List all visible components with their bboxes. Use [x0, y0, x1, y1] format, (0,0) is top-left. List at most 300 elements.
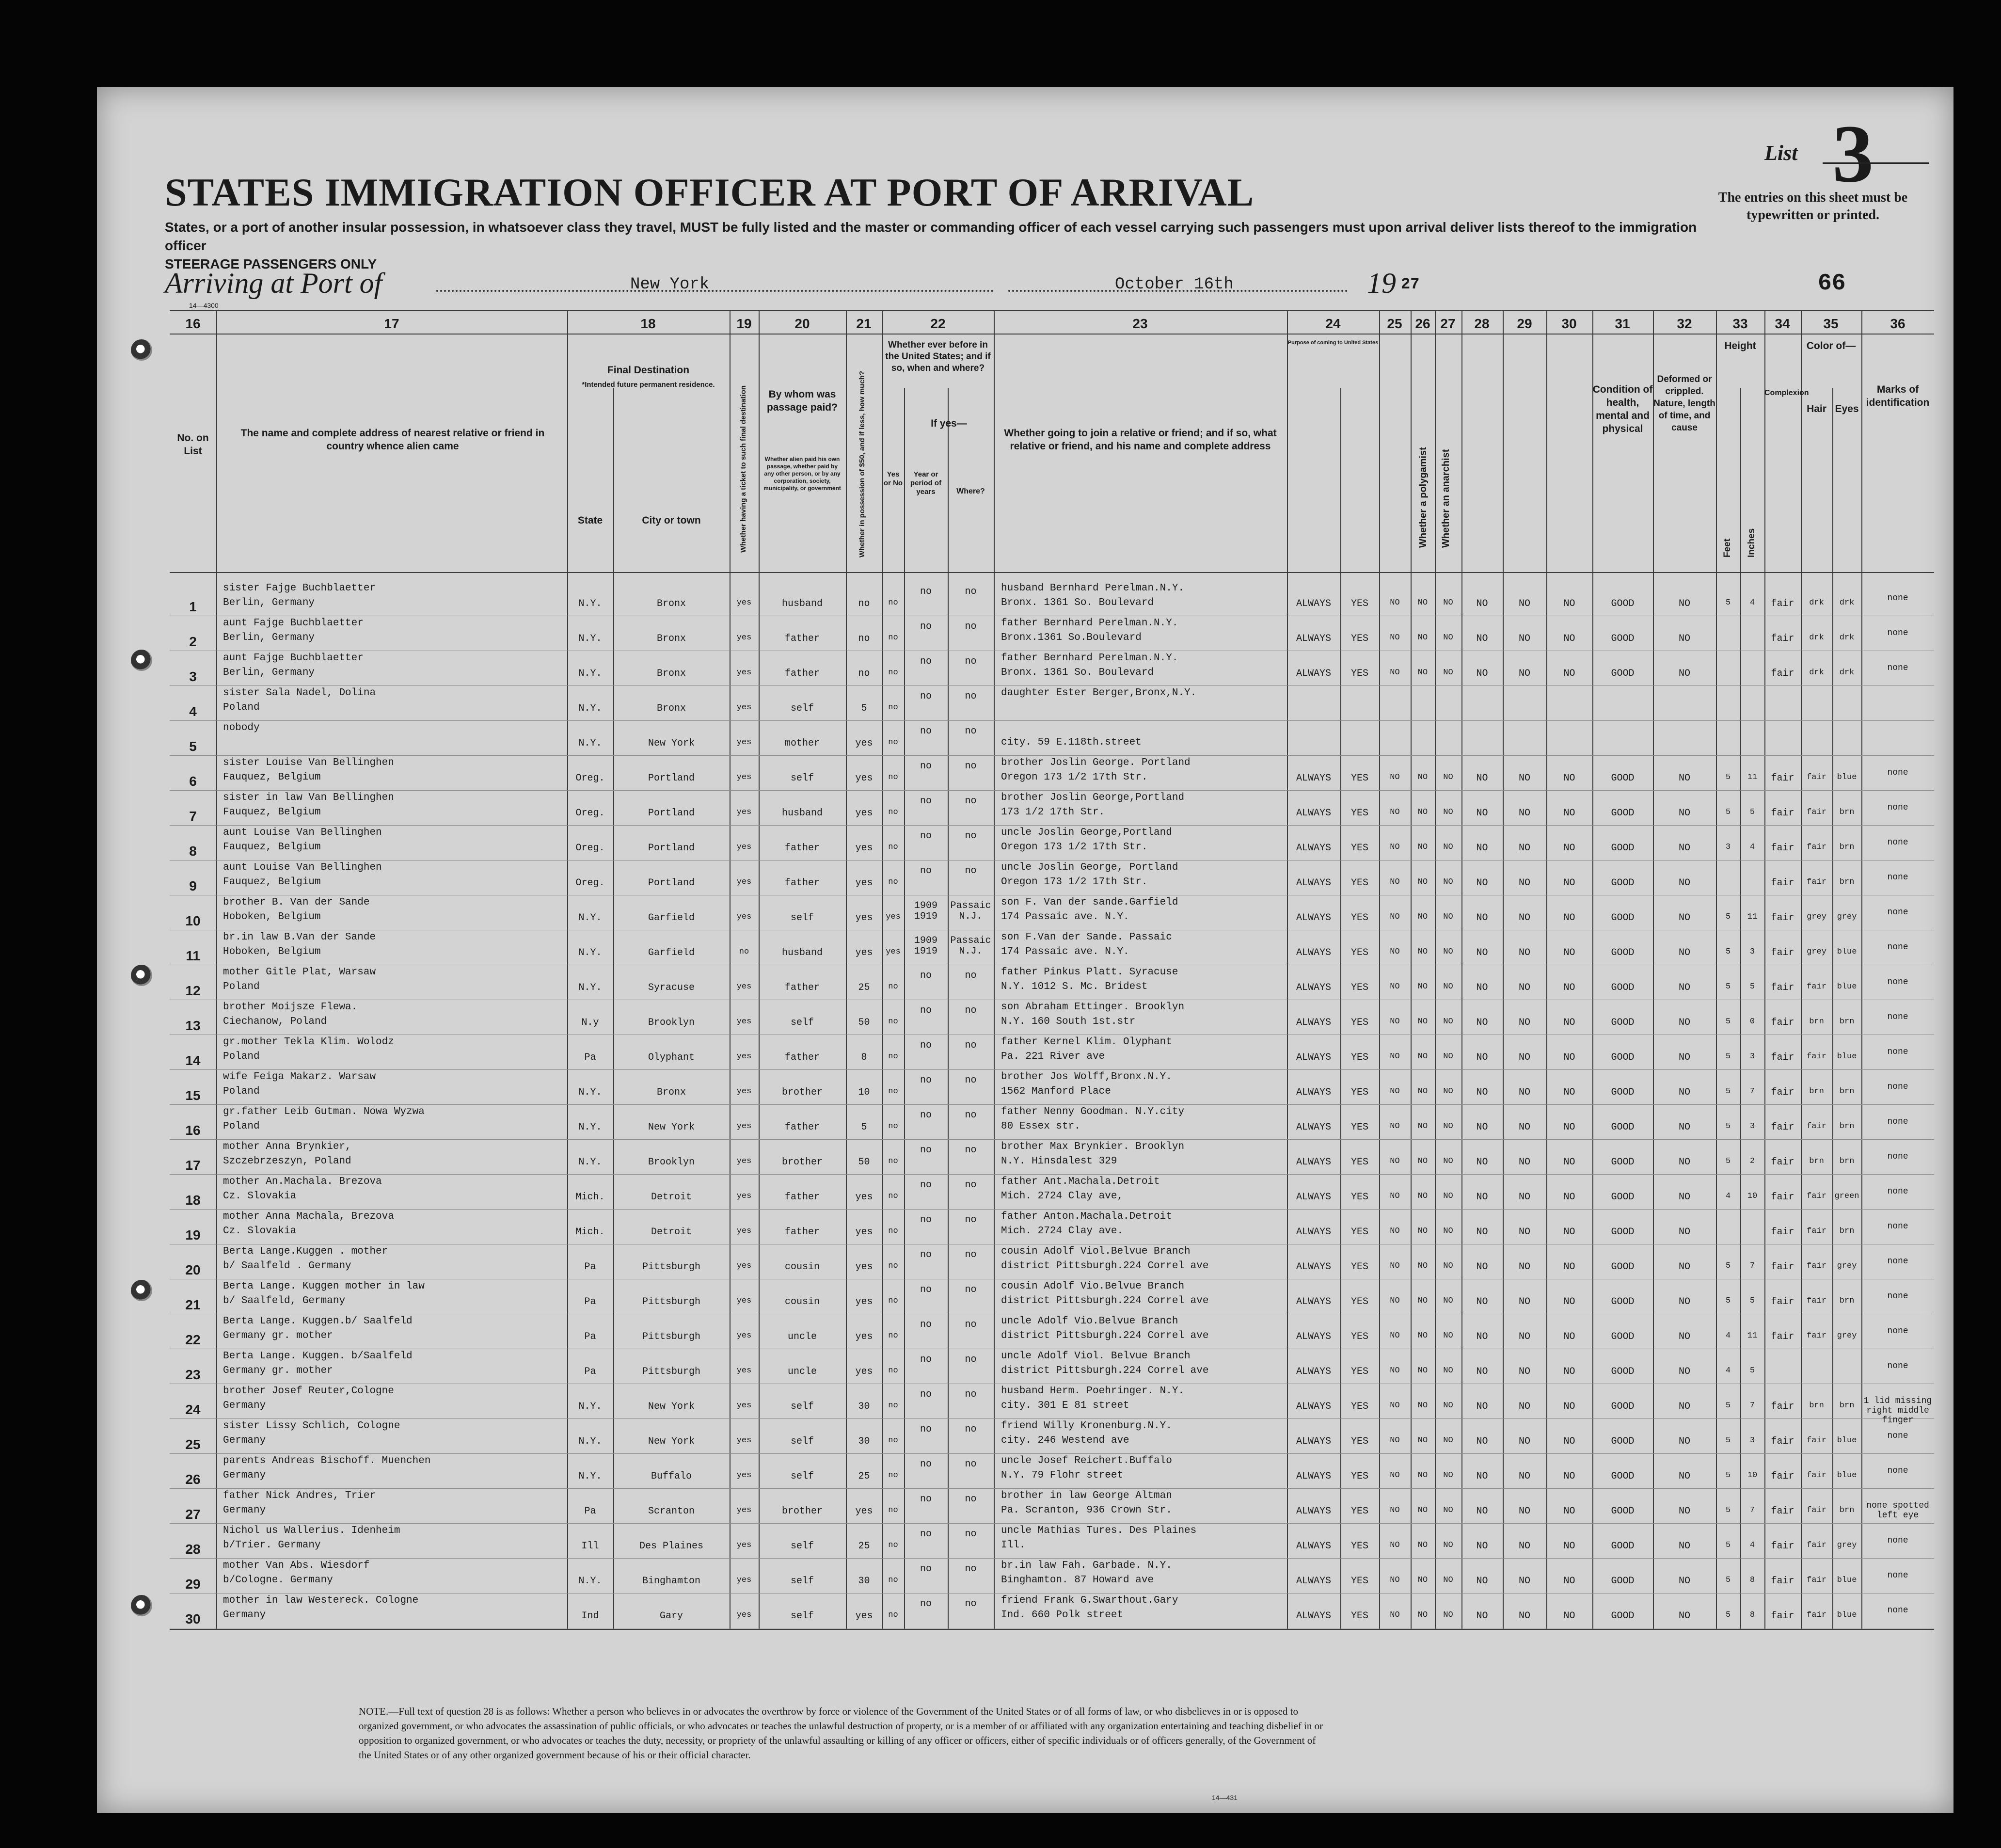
eye-color-cell: brn	[1839, 1296, 1855, 1306]
money-cell: yes	[855, 1366, 873, 1377]
been-before-cell: no	[888, 1122, 898, 1131]
height-inches-cell: 4	[1749, 843, 1755, 852]
where-cell: no	[965, 1494, 977, 1505]
relative-line: brother Moijsze Flewa.	[223, 1002, 358, 1013]
passage-paid-cell: father	[784, 1227, 820, 1238]
hair-color-cell: fair	[1807, 1227, 1826, 1236]
length-cell: ALWAYS	[1296, 1436, 1331, 1447]
answer-cell: NO	[1417, 1052, 1428, 1061]
relative-line: Poland	[223, 981, 260, 992]
been-before-cell: yes	[886, 912, 901, 922]
eye-color-cell: drk	[1839, 668, 1855, 677]
height-feet-cell: 5	[1725, 808, 1731, 817]
been-before-cell: no	[888, 1157, 898, 1166]
years-cell: 1909 1919	[914, 900, 937, 922]
joining-line: uncle Adolf Vio.Belvue Branch	[1001, 1316, 1178, 1327]
complexion-cell: fair	[1771, 1471, 1795, 1482]
money-cell: 25	[858, 1541, 870, 1552]
where-cell: Passaic N.J.	[950, 935, 991, 957]
deformed-cell: NO	[1678, 598, 1690, 609]
complexion-cell: fair	[1771, 668, 1795, 679]
passage-paid-cell: self	[790, 1471, 814, 1482]
health-cell: GOOD	[1611, 1610, 1635, 1622]
relative-line: Germany	[223, 1609, 266, 1621]
column-rule	[1546, 310, 1547, 1629]
eye-color-cell: grey	[1837, 1331, 1857, 1340]
ticket-cell: yes	[736, 1331, 752, 1340]
complexion-cell: fair	[1771, 1401, 1795, 1412]
hair-color-cell: fair	[1807, 1576, 1826, 1585]
where-cell: no	[965, 1529, 977, 1540]
answer-cell: NO	[1518, 877, 1530, 889]
ticket-cell: yes	[736, 1261, 752, 1271]
answer-cell: NO	[1443, 947, 1453, 956]
answer-cell: NO	[1390, 1261, 1400, 1271]
ticket-cell: yes	[736, 1506, 752, 1515]
marks-cell: none	[1887, 1361, 1908, 1371]
joining-line: uncle Josef Reichert.Buffalo	[1001, 1455, 1172, 1466]
hair-color-cell: fair	[1807, 1471, 1826, 1480]
where-cell: no	[965, 1459, 977, 1470]
years-cell: no	[920, 1529, 932, 1540]
state-cell: Pa	[584, 1052, 596, 1063]
relative-line: nobody	[223, 722, 260, 733]
answer-cell: NO	[1476, 1052, 1488, 1063]
city-cell: Garfield	[648, 947, 695, 958]
where-cell: no	[965, 1005, 977, 1016]
height-inches-cell: 11	[1747, 912, 1758, 922]
answer-cell: NO	[1443, 1436, 1453, 1445]
length-cell: ALWAYS	[1296, 912, 1331, 924]
relative-line: father Nick Andres, Trier	[223, 1490, 376, 1501]
answer-cell: NO	[1390, 1471, 1400, 1480]
joining-line: city. 246 Westend ave	[1001, 1435, 1129, 1446]
years-cell: no	[920, 1319, 932, 1330]
remain-cell: YES	[1350, 1541, 1368, 1552]
answer-cell: NO	[1518, 1157, 1530, 1168]
relative-line: Fauquez, Belgium	[223, 807, 321, 818]
answer-cell: NO	[1518, 1122, 1530, 1133]
height-inches-cell: 5	[1749, 982, 1755, 991]
passage-paid-cell: uncle	[787, 1331, 817, 1342]
length-cell: ALWAYS	[1296, 1610, 1331, 1622]
deformed-cell: NO	[1678, 1261, 1690, 1273]
joining-line: N.Y. 79 Flohr street	[1001, 1470, 1124, 1481]
answer-cell: NO	[1518, 1017, 1530, 1028]
been-before-cell: yes	[886, 947, 901, 956]
relative-line: Berlin, Germany	[223, 597, 315, 608]
height-inches-cell: 7	[1749, 1401, 1755, 1410]
answer-cell: NO	[1443, 773, 1453, 782]
length-cell: ALWAYS	[1296, 808, 1331, 819]
answer-cell: NO	[1443, 1122, 1453, 1131]
answer-cell: NO	[1390, 668, 1400, 677]
joining-line: Oregon 173 1/2 17th Str.	[1001, 876, 1148, 888]
marks-cell: none	[1887, 1466, 1908, 1476]
joining-line: father Kernel Klim. Olyphant	[1001, 1036, 1172, 1048]
answer-cell: NO	[1563, 982, 1575, 993]
state-cell: Mich.	[575, 1227, 605, 1238]
year-suffix: 27	[1401, 275, 1420, 293]
row-rule	[170, 1139, 1934, 1140]
ticket-cell: yes	[736, 1436, 752, 1445]
years-cell: no	[920, 1110, 932, 1121]
answer-cell: NO	[1518, 1052, 1530, 1063]
answer-cell: NO	[1563, 1610, 1575, 1622]
length-cell: ALWAYS	[1296, 598, 1331, 609]
years-cell: no	[920, 621, 932, 632]
marks-cell: none	[1887, 838, 1908, 847]
header-marks: Marks of identification	[1866, 384, 1930, 408]
city-cell: Portland	[648, 843, 695, 854]
punch-hole	[131, 965, 152, 986]
answer-cell: NO	[1476, 1576, 1488, 1587]
money-cell: yes	[855, 1296, 873, 1307]
answer-cell: NO	[1390, 1227, 1400, 1236]
ticket-cell: yes	[736, 1087, 752, 1096]
answer-cell: NO	[1476, 1122, 1488, 1133]
state-cell: N.Y.	[578, 1401, 602, 1412]
marks-cell: none spotted left eye	[1866, 1501, 1929, 1520]
complexion-cell: fair	[1771, 1436, 1795, 1447]
answer-cell: NO	[1443, 1261, 1453, 1271]
punch-hole	[131, 650, 152, 671]
deformed-cell: NO	[1678, 1366, 1690, 1377]
remain-cell: YES	[1350, 1506, 1368, 1517]
answer-cell: NO	[1443, 1052, 1453, 1061]
been-before-cell: no	[888, 808, 898, 817]
answer-cell: NO	[1390, 598, 1400, 607]
length-cell: ALWAYS	[1296, 1261, 1331, 1273]
complexion-cell: fair	[1771, 1331, 1795, 1342]
row-rule	[170, 1069, 1934, 1070]
answer-cell: NO	[1390, 1157, 1400, 1166]
answer-cell: NO	[1518, 1401, 1530, 1412]
joining-line: district Pittsburgh.224 Correl ave	[1001, 1365, 1209, 1376]
where-cell: no	[965, 1214, 977, 1226]
where-cell: no	[965, 691, 977, 702]
joining-line: 80 Essex str.	[1001, 1121, 1080, 1132]
money-cell: 30	[858, 1401, 870, 1412]
state-cell: Pa	[584, 1296, 596, 1307]
answer-cell: NO	[1476, 1261, 1488, 1273]
joining-line: cousin Adolf Vio.Belvue Branch	[1001, 1281, 1185, 1292]
city-cell: Bronx	[656, 703, 686, 714]
height-feet-cell: 4	[1725, 1192, 1731, 1201]
remain-cell: YES	[1350, 633, 1368, 644]
health-cell: GOOD	[1611, 808, 1635, 819]
state-cell: Pa	[584, 1261, 596, 1273]
row-number: 1	[189, 599, 197, 614]
date-value: October 16th	[1115, 275, 1234, 294]
row-rule	[170, 790, 1934, 791]
complexion-cell: fair	[1771, 1052, 1795, 1063]
relative-line: mother Gitle Plat, Warsaw	[223, 967, 376, 978]
row-number: 5	[189, 739, 197, 754]
health-cell: GOOD	[1611, 1017, 1635, 1028]
ticket-cell: yes	[736, 1052, 752, 1061]
relative-line: Poland	[223, 1121, 260, 1132]
column-number: 24	[1325, 316, 1341, 331]
money-cell: 25	[858, 982, 870, 993]
relative-line: brother Josef Reuter,Cologne	[223, 1386, 394, 1397]
ticket-cell: yes	[736, 773, 752, 782]
column-number: 36	[1890, 316, 1906, 331]
height-feet-cell: 4	[1725, 1331, 1731, 1340]
state-cell: Oreg.	[575, 773, 605, 784]
joining-line: cousin Adolf Viol.Belvue Branch	[1001, 1246, 1191, 1257]
years-cell: no	[920, 970, 932, 981]
column-number: 27	[1440, 316, 1456, 331]
answer-cell: NO	[1390, 1331, 1400, 1340]
column-number: 23	[1132, 316, 1148, 331]
deformed-cell: NO	[1678, 1122, 1690, 1133]
subtitle-line: States, or a port of another insular possession, in whatsoever class they travel, MUST be fully listed and the master or commanding officer of each vessel carrying such passengers must upon arrival deliver lists thereof to the immigration officer	[165, 220, 1697, 253]
manifest-table	[170, 310, 1934, 1629]
answer-cell: NO	[1390, 877, 1400, 887]
height-feet-cell: 4	[1725, 1366, 1731, 1375]
ticket-cell: no	[739, 947, 749, 956]
state-cell: Ind	[581, 1610, 599, 1622]
eye-color-cell: blue	[1837, 1052, 1857, 1061]
answer-cell: NO	[1443, 1192, 1453, 1201]
answer-cell: NO	[1518, 1506, 1530, 1517]
remain-cell: YES	[1350, 843, 1368, 854]
header-state: State	[577, 515, 603, 526]
eye-color-cell: brn	[1839, 1157, 1855, 1166]
marks-cell: none	[1887, 977, 1908, 987]
joining-line: district Pittsburgh.224 Correl ave	[1001, 1295, 1209, 1306]
money-cell: yes	[855, 738, 873, 749]
header-yes-no: Yes or No	[883, 470, 903, 487]
city-cell: Bronx	[656, 598, 686, 609]
height-inches-cell: 4	[1749, 1541, 1755, 1550]
joining-line: friend Willy Kronenburg.N.Y.	[1001, 1420, 1172, 1432]
been-before-cell: no	[888, 1576, 898, 1585]
column-number: 34	[1775, 316, 1790, 331]
hair-color-cell: fair	[1807, 1052, 1826, 1061]
sheet-number: 66	[1818, 271, 1846, 297]
height-feet-cell: 5	[1725, 1506, 1731, 1515]
header-purpose: Purpose of coming to United States	[1287, 340, 1379, 346]
answer-cell: NO	[1518, 982, 1530, 993]
remain-cell: YES	[1350, 877, 1368, 889]
city-cell: Detroit	[651, 1192, 692, 1203]
row-number: 8	[189, 844, 197, 859]
height-feet-cell: 5	[1725, 1436, 1731, 1445]
health-cell: GOOD	[1611, 982, 1635, 993]
eye-color-cell: blue	[1837, 947, 1857, 956]
column-rule	[1379, 310, 1380, 1629]
height-feet-cell: 5	[1725, 1261, 1731, 1271]
marks-cell: none	[1887, 1047, 1908, 1057]
answer-cell: NO	[1417, 1436, 1428, 1445]
header-eyes: Eyes	[1835, 403, 1859, 414]
deformed-cell: NO	[1678, 773, 1690, 784]
city-cell: Olyphant	[648, 1052, 695, 1063]
city-cell: Brooklyn	[648, 1157, 695, 1168]
deformed-cell: NO	[1678, 1436, 1690, 1447]
years-cell: no	[920, 1284, 932, 1295]
health-cell: GOOD	[1611, 668, 1635, 679]
row-rule	[170, 1523, 1934, 1524]
ticket-cell: yes	[736, 1471, 752, 1480]
where-cell: no	[965, 830, 977, 842]
health-cell: GOOD	[1611, 1087, 1635, 1098]
eye-color-cell: blue	[1837, 1610, 1857, 1620]
length-cell: ALWAYS	[1296, 1227, 1331, 1238]
city-cell: Syracuse	[648, 982, 695, 993]
answer-cell: NO	[1518, 1576, 1530, 1587]
been-before-cell: no	[888, 668, 898, 677]
height-feet-cell: 5	[1725, 1157, 1731, 1166]
length-cell: ALWAYS	[1296, 773, 1331, 784]
answer-cell: NO	[1518, 1261, 1530, 1273]
passage-paid-cell: husband	[781, 947, 823, 958]
answer-cell: NO	[1390, 1401, 1400, 1410]
column-number: 16	[185, 316, 201, 331]
answer-cell: NO	[1417, 668, 1428, 677]
height-feet-cell: 5	[1725, 947, 1731, 956]
answer-cell: NO	[1417, 877, 1428, 887]
row-number: 28	[185, 1542, 201, 1557]
remain-cell: YES	[1350, 947, 1368, 958]
hair-color-cell: fair	[1807, 808, 1826, 817]
eye-color-cell: blue	[1837, 982, 1857, 991]
row-number: 13	[185, 1018, 201, 1033]
been-before-cell: no	[888, 982, 898, 991]
height-feet-cell: 5	[1725, 982, 1731, 991]
deformed-cell: NO	[1678, 1541, 1690, 1552]
hair-color-cell: fair	[1807, 1436, 1826, 1445]
remain-cell: YES	[1350, 912, 1368, 924]
answer-cell: NO	[1476, 808, 1488, 819]
column-number: 35	[1823, 316, 1839, 331]
length-cell: ALWAYS	[1296, 1471, 1331, 1482]
answer-cell: NO	[1417, 633, 1428, 642]
marks-cell: none	[1887, 1117, 1908, 1127]
passage-paid-cell: father	[784, 982, 820, 993]
where-cell: no	[965, 1040, 977, 1051]
state-cell: N.Y.	[578, 633, 602, 644]
money-cell: no	[858, 598, 870, 609]
arriving-label: Arriving at Port of	[165, 267, 382, 299]
deformed-cell: NO	[1678, 1227, 1690, 1238]
answer-cell: NO	[1563, 1366, 1575, 1377]
answer-cell: NO	[1443, 1087, 1453, 1096]
hair-color-cell: brn	[1809, 1017, 1824, 1026]
relative-line: wife Feiga Makarz. Warsaw	[223, 1071, 376, 1083]
been-before-cell: no	[888, 877, 898, 887]
relative-line: Nichol us Wallerius. Idenheim	[223, 1525, 400, 1536]
height-inches-cell: 11	[1747, 1331, 1758, 1340]
answer-cell: NO	[1563, 1541, 1575, 1552]
passage-paid-cell: self	[790, 1541, 814, 1552]
joining-line: district Pittsburgh.224 Correl ave	[1001, 1260, 1209, 1272]
where-cell: no	[965, 796, 977, 807]
answer-cell: NO	[1417, 1506, 1428, 1515]
column-rule	[882, 310, 883, 1629]
ticket-cell: yes	[736, 1227, 752, 1236]
health-cell: GOOD	[1611, 1471, 1635, 1482]
relative-line: Ciechanow, Poland	[223, 1016, 327, 1027]
answer-cell: NO	[1443, 598, 1453, 607]
height-inches-cell: 0	[1749, 1017, 1755, 1026]
answer-cell: NO	[1417, 1401, 1428, 1410]
port-value: New York	[630, 275, 710, 294]
height-inches-cell: 10	[1747, 1471, 1758, 1480]
been-before-cell: no	[888, 1261, 898, 1271]
header-before-us: Whether ever before in the United States; and if so, when and where?	[885, 340, 991, 373]
row-rule	[170, 755, 1934, 756]
money-cell: yes	[855, 912, 873, 924]
years-cell: no	[920, 1354, 932, 1365]
money-cell: yes	[855, 877, 873, 889]
joining-line: Ind. 660 Polk street	[1001, 1609, 1124, 1621]
remain-cell: YES	[1350, 1017, 1368, 1028]
money-cell: 50	[858, 1157, 870, 1168]
complexion-cell: fair	[1771, 1610, 1795, 1622]
row-number: 12	[185, 983, 201, 998]
been-before-cell: no	[888, 598, 898, 607]
row-number: 24	[185, 1402, 201, 1417]
money-cell: 10	[858, 1087, 870, 1098]
row-number: 10	[185, 913, 201, 928]
eye-color-cell: drk	[1839, 633, 1855, 642]
city-cell: Pittsburgh	[642, 1261, 701, 1273]
answer-cell: NO	[1417, 1471, 1428, 1480]
row-number: 21	[185, 1297, 201, 1312]
joining-line: brother in law George Altman	[1001, 1490, 1172, 1501]
eye-color-cell: brn	[1839, 1122, 1855, 1131]
money-cell: 25	[858, 1471, 870, 1482]
answer-cell: NO	[1390, 1017, 1400, 1026]
deformed-cell: NO	[1678, 1017, 1690, 1028]
relative-line: br.in law B.Van der Sande	[223, 932, 376, 943]
hair-color-cell: fair	[1807, 1192, 1826, 1201]
answer-cell: NO	[1518, 1331, 1530, 1342]
years-cell: no	[920, 1563, 932, 1575]
answer-cell: NO	[1443, 1296, 1453, 1306]
marks-cell: none	[1887, 1257, 1908, 1266]
row-rule	[170, 1209, 1934, 1210]
joining-line: Bronx. 1361 So. Boulevard	[1001, 597, 1154, 608]
height-inches-cell: 2	[1749, 1157, 1755, 1166]
relative-line: brother B. Van der Sande	[223, 897, 370, 908]
height-inches-cell: 3	[1749, 947, 1755, 956]
hair-color-cell: fair	[1807, 877, 1826, 887]
joining-line: Bronx. 1361 So. Boulevard	[1001, 667, 1154, 678]
marks-cell: none	[1887, 1326, 1908, 1336]
answer-cell: NO	[1518, 668, 1530, 679]
column-rule	[1716, 310, 1717, 1629]
deformed-cell: NO	[1678, 982, 1690, 993]
remain-cell: YES	[1350, 1610, 1368, 1622]
passage-paid-cell: self	[790, 1576, 814, 1587]
column-number: 22	[930, 316, 946, 331]
answer-cell: NO	[1417, 1366, 1428, 1375]
column-number: 21	[856, 316, 872, 331]
relative-line: Berta Lange.Kuggen . mother	[223, 1246, 388, 1257]
length-cell: ALWAYS	[1296, 1192, 1331, 1203]
answer-cell: NO	[1390, 1506, 1400, 1515]
joining-line: brother Joslin George,Portland	[1001, 792, 1185, 803]
joining-line: 174 Passaic ave. N.Y.	[1001, 946, 1129, 957]
where-cell: no	[965, 656, 977, 667]
state-cell: Oreg.	[575, 877, 605, 889]
ticket-cell: yes	[736, 1157, 752, 1166]
header-passage-note: Whether alien paid his own passage, whether paid by any other person, or by any corporation, society, municipality, or government	[763, 456, 841, 492]
